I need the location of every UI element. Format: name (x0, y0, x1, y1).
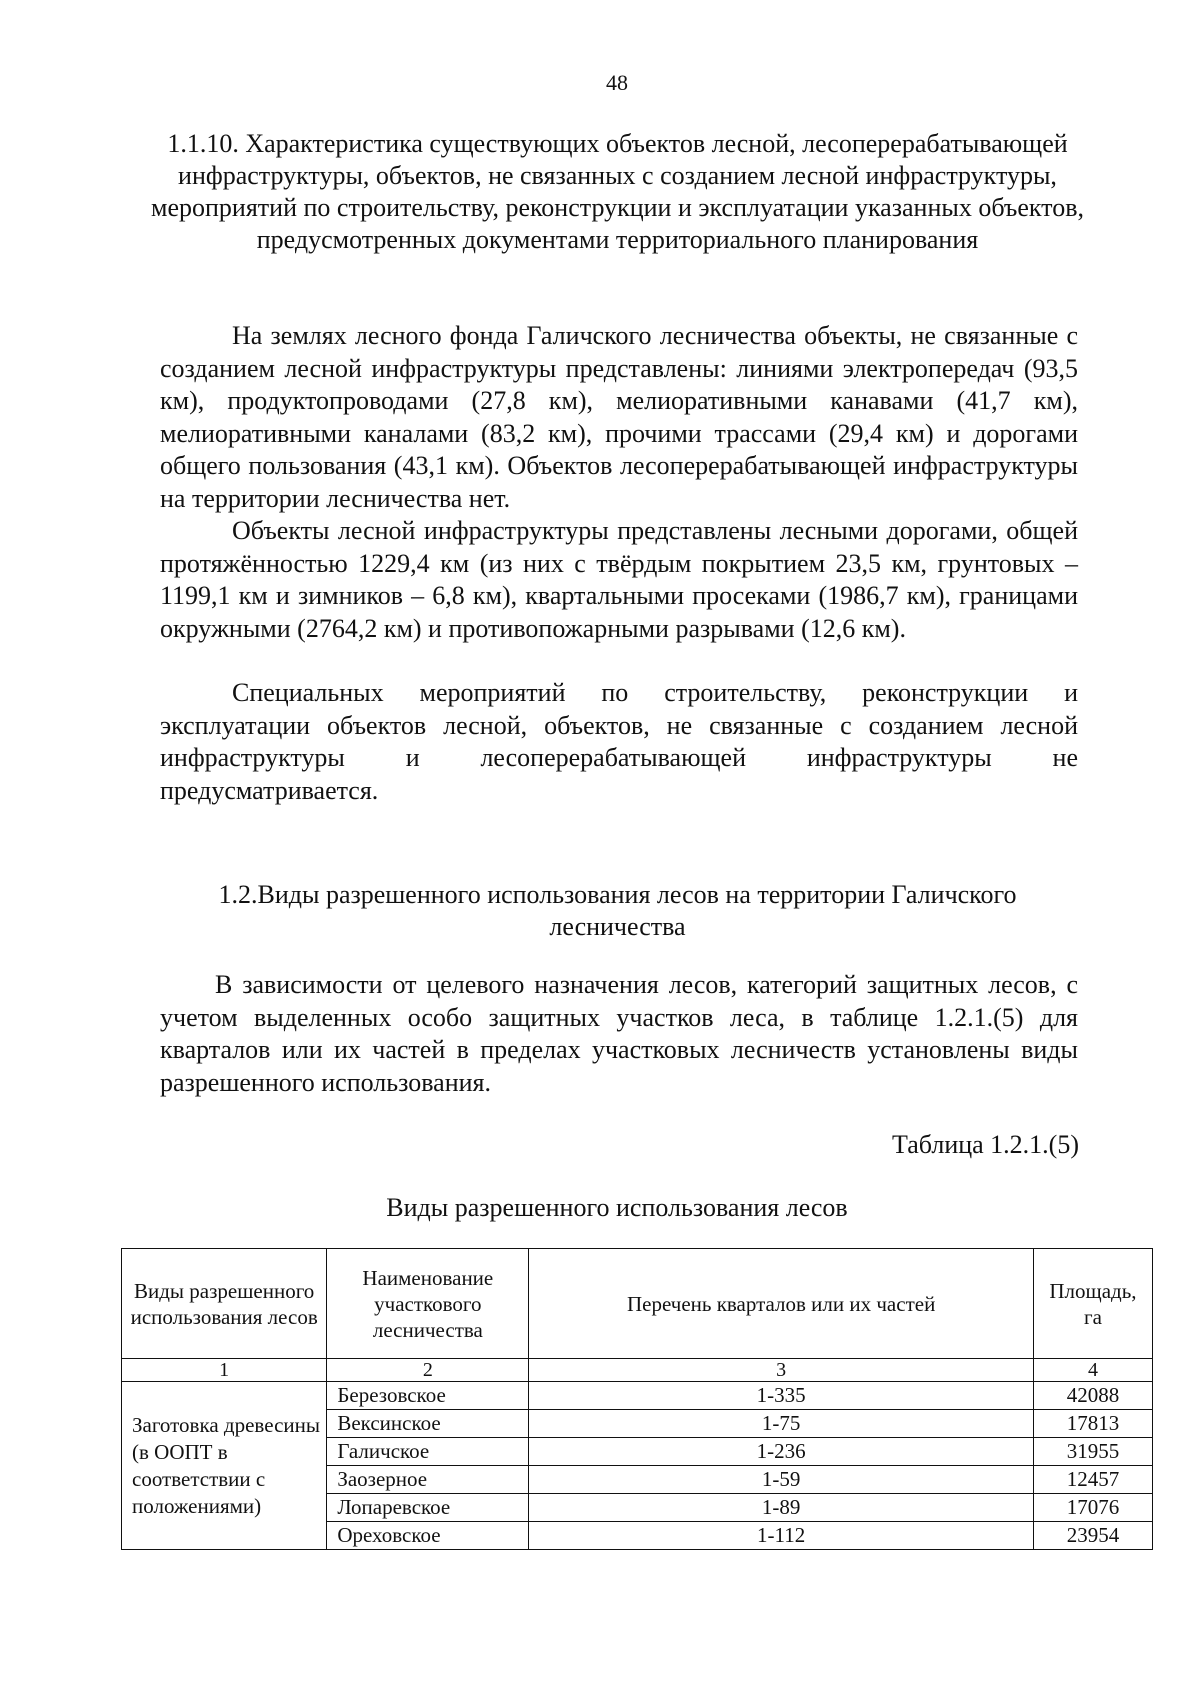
section-title-1-2-line2: лесничества (549, 912, 686, 941)
section-title-1-2 (150, 879, 1085, 943)
usage-type-cell: Заготовка древесины (в ООПТ в соответствии с положениями) (122, 1382, 327, 1550)
section-title-1-1-10: 1.1.10. Характеристика существующих объектов лесной, лесоперерабатывающей инфраструктуры, объектов, не связанных с созданием лесной инфраструктуры, мероприятий по строительству, реконструкции и эксплуатации указанных объектов, предусмотренных документами территориального планирования (151, 129, 1084, 254)
table-header-row (122, 1249, 1153, 1359)
header-usage-type: Виды разрешенного использования лесов (122, 1249, 327, 1359)
column-number: 2 (327, 1359, 529, 1382)
header-area: Площадь, га (1033, 1249, 1152, 1359)
column-number: 4 (1033, 1359, 1152, 1382)
special-measures-text: Специальных мероприятий по строительству, реконструкции и эксплуатации объектов лесной, объектов, не связанные с созданием лесной инфраструктуры и лесоперерабатывающей инфраструктуры не (160, 678, 1078, 772)
paragraph-forest-infrastructure: Объекты лесной инфраструктуры представлены лесными дорогами, общей протяжённостью 1229,4 км (из них с твёрдым покрытием 23,5 км, грунтовых –1199,1 км и зимников – 6,8 км), квартальными просеками (1986,7 км), границами окружными (2764,2 км) и противопожарными разрывами (12,6 км). (160, 516, 1078, 643)
header-district-name: Наименование участкового лесничества (327, 1249, 529, 1359)
paragraph-special-measures (160, 677, 1078, 807)
quarters-cell: 1-335 (529, 1382, 1034, 1410)
table-column-numbers-row (122, 1359, 1153, 1382)
area-cell: 23954 (1033, 1522, 1152, 1550)
district-name-cell: Заозерное (327, 1466, 529, 1494)
area-cell: 12457 (1033, 1466, 1152, 1494)
district-name-cell: Лопаревское (327, 1494, 529, 1522)
special-measures-end: предусматривается. (160, 775, 379, 805)
quarters-cell: 1-59 (529, 1466, 1034, 1494)
quarters-cell: 1-89 (529, 1494, 1034, 1522)
area-cell: 31955 (1033, 1438, 1152, 1466)
area-cell: 17813 (1033, 1410, 1152, 1438)
area-cell: 42088 (1033, 1382, 1152, 1410)
district-name-cell: Березовское (327, 1382, 529, 1410)
quarters-cell: 1-75 (529, 1410, 1034, 1438)
district-name-cell: Галичское (327, 1438, 529, 1466)
header-quarters-list: Перечень кварталов или их частей (529, 1249, 1034, 1359)
table-title: Виды разрешенного использования лесов (386, 1193, 848, 1222)
forest-usage-table (121, 1248, 1153, 1550)
quarters-cell: 1-236 (529, 1438, 1034, 1466)
district-name-cell: Ореховское (327, 1522, 529, 1550)
column-number: 3 (529, 1359, 1034, 1382)
paragraph-usage-intro: В зависимости от целевого назначения лесов, категорий защитных лесов, с учетом выделенных особо защитных участков леса, в таблице 1.2.1.(5) для кварталов или их частей в пределах участковых лесничеств установлены виды разрешенного использования. (160, 970, 1078, 1097)
area-cell: 17076 (1033, 1494, 1152, 1522)
section-title-1-2-line1: 1.2.Виды разрешенного использования лесов на территории Галичского (218, 880, 1017, 909)
table-label: Таблица 1.2.1.(5) (891, 1130, 1079, 1159)
table-row (122, 1382, 1153, 1410)
paragraph-non-forest-objects: На землях лесного фонда Галичского лесничества объекты, не связанные с созданием лесной инфраструктуры представлены: линиями электропередач (93,5 км), продуктопроводами (27,8 км), мелиоративными канавами (41,7 км), мелиоративными каналами (83,2 км), прочими трассами (29,4 км) и дорогами общего пользования (43,1 км). Объектов лесоперерабатывающей инфраструктуры на территории лесничества нет. (160, 321, 1078, 513)
district-name-cell: Вексинское (327, 1410, 529, 1438)
page-number: 48 (606, 70, 628, 95)
column-number: 1 (122, 1359, 327, 1382)
quarters-cell: 1-112 (529, 1522, 1034, 1550)
